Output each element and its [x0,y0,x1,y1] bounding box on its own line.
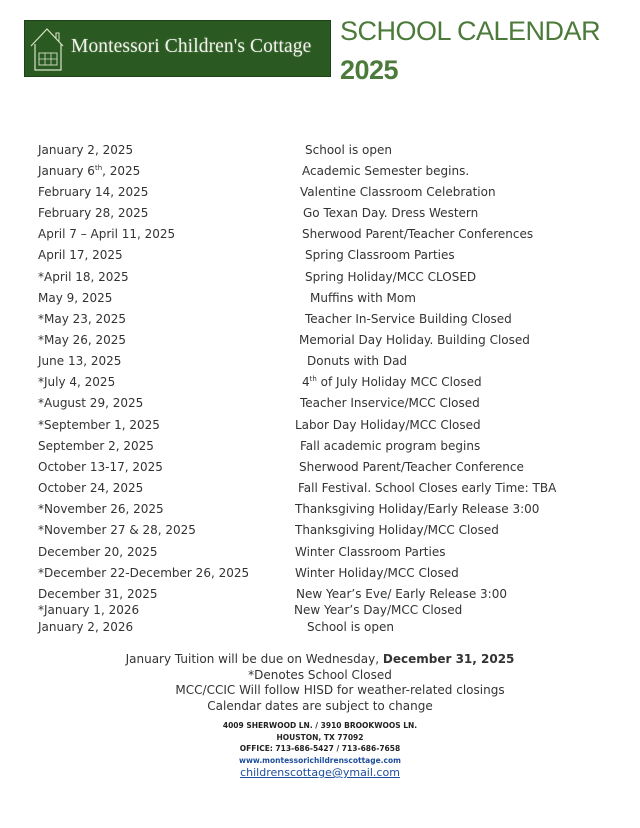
event-row [0,603,640,621]
event-date: December 31, 2025 [38,587,158,601]
event-row [0,545,640,563]
event-date: December 20, 2025 [38,545,158,559]
event-row [0,354,640,372]
event-row [0,523,640,541]
event-date [38,164,140,178]
event-description: Spring Holiday/MCC CLOSED [305,270,477,284]
event-description: Fall Festival. School Closes early Time: TBA [298,481,557,495]
event-date: February 14, 2025 [38,185,149,199]
event-description: Academic Semester begins. [302,164,470,178]
tuition-note [0,652,640,668]
event-suffix: th [309,375,317,383]
event-description: Fall academic program begins [300,439,481,453]
event-row [0,375,640,393]
event-row [0,566,640,584]
event-row [0,439,640,457]
event-row [0,333,640,351]
event-description [302,375,482,389]
closed-legend: *Denotes School Closed [248,667,392,682]
page-year: 2025 [340,55,399,85]
event-row [0,481,640,499]
event-date: *August 29, 2025 [38,396,144,410]
event-date: *September 1, 2025 [38,418,160,432]
event-description: Teacher Inservice/MCC Closed [300,396,480,410]
event-description: Muffins with Mom [310,291,416,305]
event-part: 4 [302,375,310,389]
event-row [0,270,640,288]
event-date: *May 26, 2025 [38,333,127,347]
event-date: May 9, 2025 [38,291,113,305]
event-description: Sherwood Parent/Teacher Conference [299,460,524,474]
event-description: Spring Classroom Parties [305,248,455,262]
event-row [0,227,640,245]
event-description: Memorial Day Holiday. Building Closed [299,333,530,347]
date-part: , 2025 [102,164,141,178]
event-row [0,418,640,436]
event-date: *May 23, 2025 [38,312,127,326]
event-date: June 13, 2025 [38,354,122,368]
event-description: School is open [307,620,394,634]
event-date: *December 22-December 26, 2025 [38,566,250,580]
event-description: Sherwood Parent/Teacher Conferences [302,227,534,241]
house-icon [29,26,69,72]
event-row [0,502,640,520]
office-phone: OFFICE: 713-686-5427 / 713-686-7658 [239,744,401,753]
subject-note: Calendar dates are subject to change [207,698,433,713]
date-suffix: th [94,164,103,172]
event-row [0,206,640,224]
event-date: September 2, 2025 [38,439,154,453]
event-date: April 17, 2025 [38,248,123,262]
weather-note: MCC/CCIC Will follow HISD for weather-related closings [175,683,505,697]
event-date: *November 27 & 28, 2025 [38,523,196,537]
event-date: *April 18, 2025 [38,270,129,284]
website-link[interactable]: www.montessorichildrenscottage.com [239,755,401,765]
tuition-date: December 31, 2025 [382,652,515,666]
event-date: October 24, 2025 [38,481,144,495]
event-date: *November 26, 2025 [38,502,164,516]
event-row [0,396,640,414]
event-date: January 2, 2025 [38,143,134,157]
event-description: New Year’s Day/MCC Closed [294,603,463,617]
event-row [0,185,640,203]
event-part: of July Holiday MCC Closed [316,375,482,389]
event-description: Winter Holiday/MCC Closed [295,566,459,580]
event-description: Labor Day Holiday/MCC Closed [295,418,481,432]
address: 4009 SHERWOOD LN. / 3910 BROOKWOOS LN. [222,721,418,730]
event-description: Thanksgiving Holiday/Early Release 3:00 [295,502,540,516]
event-description: New Year’s Eve/ Early Release 3:00 [296,587,507,601]
event-date: October 13-17, 2025 [38,460,163,474]
event-description: Teacher In-Service Building Closed [305,312,512,326]
event-description: Go Texan Day. Dress Western [303,206,479,220]
event-description: Winter Classroom Parties [295,545,446,559]
event-description: Valentine Classroom Celebration [300,185,496,199]
date-part: January 6 [38,164,95,178]
event-row [0,291,640,309]
event-date: February 28, 2025 [38,206,149,220]
logo-text: Montessori Children's Cottage [71,36,312,57]
city: HOUSTON, TX 77092 [276,732,364,742]
event-date: January 2, 2026 [38,620,134,634]
event-description: School is open [305,143,392,157]
event-row [0,248,640,266]
event-row [0,620,640,638]
event-row [0,312,640,330]
event-date: *January 1, 2026 [38,603,140,617]
footer [0,720,640,780]
event-description: Donuts with Dad [307,354,408,368]
event-row [0,164,640,182]
page-title: SCHOOL CALENDAR [340,16,601,46]
tuition-text: January Tuition will be due on Wednesday, [125,652,383,666]
logo-banner [24,20,331,77]
event-row [0,460,640,478]
notes [0,652,640,714]
event-row [0,143,640,161]
event-date: April 7 – April 11, 2025 [38,227,176,241]
email-link[interactable]: childrenscottage@ymail.com [240,766,400,779]
event-date: *July 4, 2025 [38,375,116,389]
event-description: Thanksgiving Holiday/MCC Closed [295,523,499,537]
